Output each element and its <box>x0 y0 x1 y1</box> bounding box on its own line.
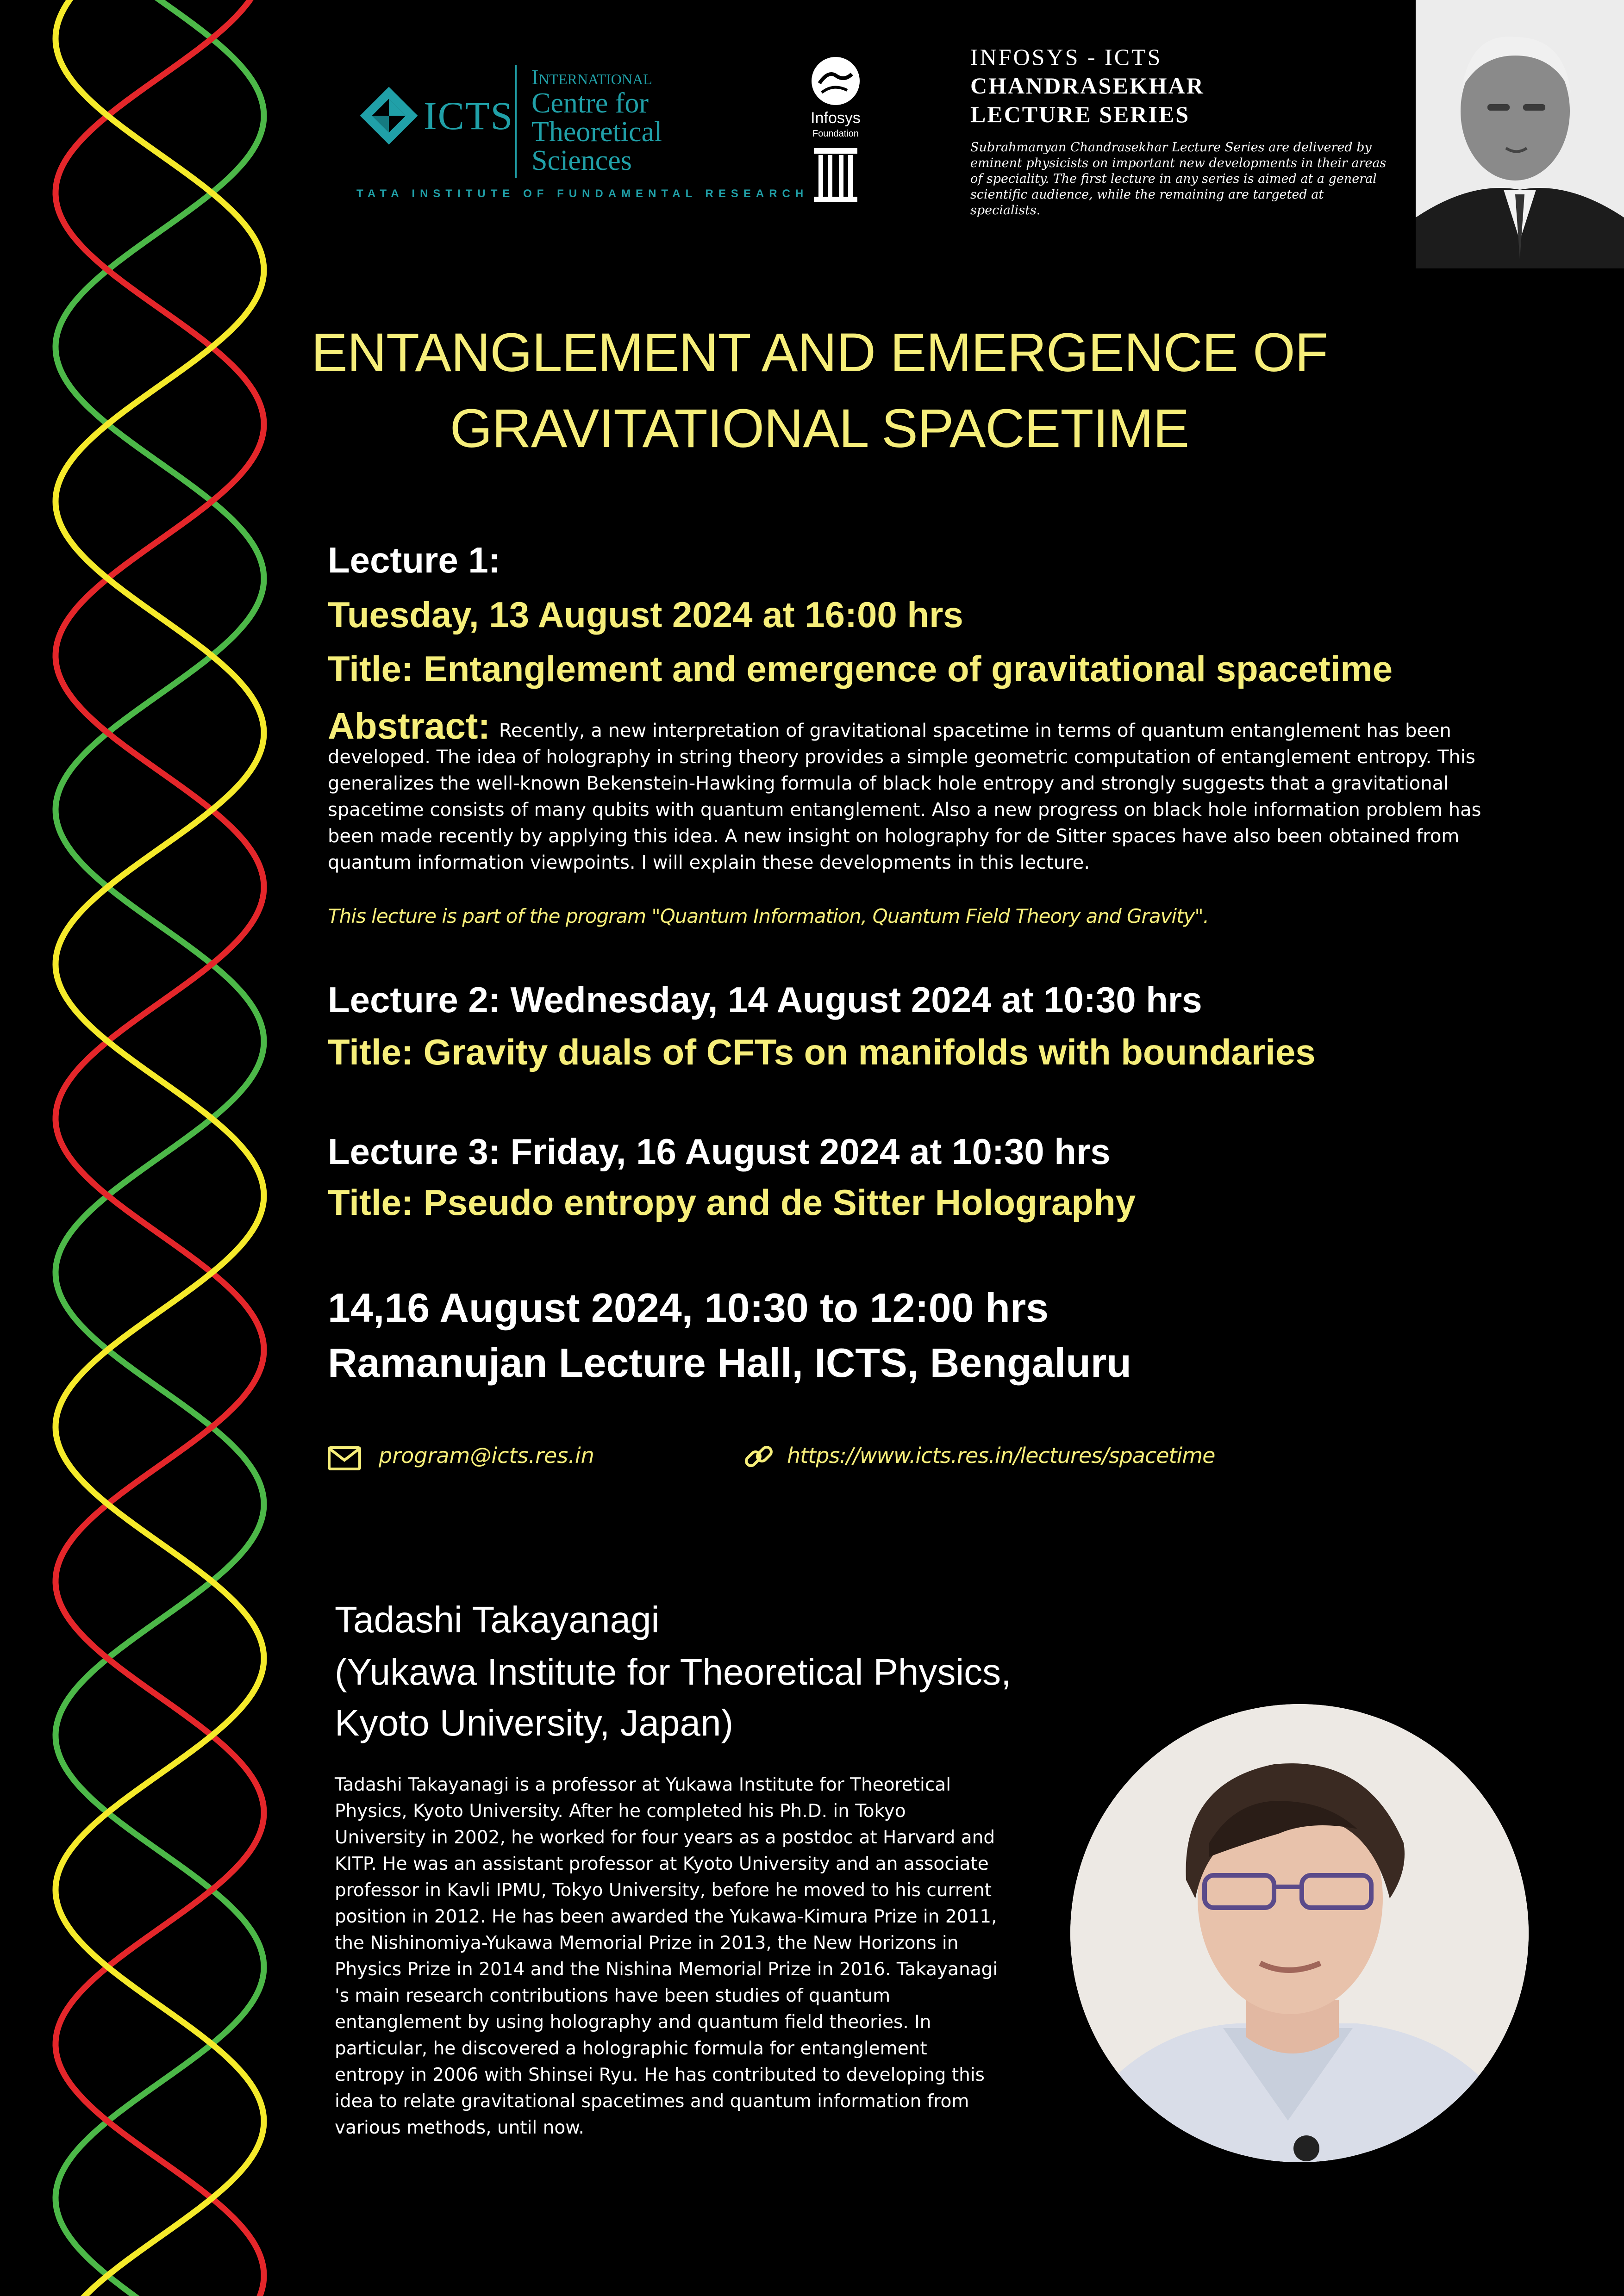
icts-divider <box>515 65 517 178</box>
speaker-bio: Tadashi Takayanagi is a professor at Yukawa Institute for Theoretical Physics, Kyoto University. After he completed his Ph.D. in Tokyo University in 2002, he worked for four years as a postdoc at Harvard and KITP. He was an assistant professor at Kyoto University and an associate professor in Kavli IPMU, Tokyo University, before he moved to his current position in 2012. He has been awarded the Yukawa-Kimura Prize in 2011, the Nishinomiya-Yukawa Memorial Prize in 2013, the New Horizons in Physics Prize in 2014 and the Nishina Memorial Prize in 2016. Takayanagi 's main research contributions have been studies of quantum entanglement by using holography and quantum field theories. In particular, he discovered a holographic formula for entanglement entropy in 2006 with Shinsei Ryu. He has contributed to developing this idea to relate gravitational spacetimes and quantum information from various methods, until now. <box>335 1774 998 2138</box>
poster-title-line1: ENTANGLEMENT AND EMERGENCE OF <box>311 322 1328 383</box>
series-name-line1: CHANDRASEKHAR <box>970 73 1205 99</box>
speaker-name: Tadashi Takayanagi <box>335 1599 660 1640</box>
icts-name-line2: Centre for <box>531 87 649 119</box>
poster-title <box>259 315 1380 467</box>
lecture2-title: Title: Gravity duals of CFTs on manifolds with boundaries <box>328 1032 1316 1072</box>
lecture-url[interactable]: https://www.icts.res.in/lectures/spacetime <box>787 1443 1215 1468</box>
lecture1-title: Title: Entanglement and emergence of gravitational spacetime <box>328 648 1393 689</box>
icts-name-line4: Sciences <box>531 145 632 176</box>
speaker-portrait <box>1070 1704 1529 2162</box>
infosys-wordmark: Infosys <box>811 109 861 127</box>
series-description: Subrahmanyan Chandrasekhar Lecture Series are delivered by eminent physicists on important new developments in their areas of speciality. The first lecture in any series is aimed at a general scientific audience, while the remaining are targeted at specialists. <box>970 140 1387 218</box>
lecture1-abstract <box>328 705 1531 876</box>
series-top-label: INFOSYS - ICTS <box>970 44 1162 70</box>
venue-place: Ramanujan Lecture Hall, ICTS, Bengaluru <box>328 1340 1131 1386</box>
chandrasekhar-portrait <box>1416 0 1624 268</box>
lecture2-label: Lecture 2: Wednesday, 14 August 2024 at 10:30 hrs <box>328 979 1202 1020</box>
helix-strand-yellow <box>56 0 264 2296</box>
poster-title-line2: GRAVITATIONAL SPACETIME <box>450 398 1189 459</box>
lecture3-title: Title: Pseudo entropy and de Sitter Holography <box>328 1182 1136 1223</box>
contact-email[interactable]: program@icts.res.in <box>379 1443 594 1468</box>
link-icon <box>743 1440 775 1473</box>
icts-name-line3: Theoretical <box>531 116 662 148</box>
program-note: This lecture is part of the program "Quantum Information, Quantum Field Theory and Gravity". <box>328 905 1209 927</box>
icts-name-line1: International <box>531 65 652 89</box>
icts-full-name <box>531 66 662 175</box>
lecture3-label: Lecture 3: Friday, 16 August 2024 at 10:30 hrs <box>328 1131 1111 1172</box>
abstract-label: Abstract: <box>328 705 491 747</box>
speaker-affiliation-line1: (Yukawa Institute for Theoretical Physics, <box>335 1651 1012 1692</box>
series-name-line2: LECTURE SERIES <box>970 101 1190 127</box>
infosys-foundation-label: Foundation <box>812 129 859 139</box>
decorative-helix <box>0 0 287 2296</box>
abstract-text: Recently, a new interpretation of gravitational spacetime in terms of quantum entanglement has been developed. The idea of holography in string theory provides a simple geometric computation of entanglement entropy. This generalizes the well-known Bekenstein-Hawking formula of black hole entropy and strongly suggests that a gravitational spacetime consists of many qubits with quantum entanglement. Also a new progress on black hole information problem has been made recently by applying this idea. A new insight on holography for de Sitter spaces have also been obtained from quantum information viewpoints. I will explain these developments in this lecture. <box>328 720 1481 873</box>
speaker-photo <box>1070 1704 1529 2162</box>
lecture1-label: Lecture 1: <box>328 540 500 580</box>
venue-time: 14,16 August 2024, 10:30 to 12:00 hrs <box>328 1285 1049 1331</box>
icts-parent-institute: TATA INSTITUTE OF FUNDAMENTAL RESEARCH <box>356 187 809 200</box>
lecture-series-block <box>970 43 1396 218</box>
envelope-icon <box>328 1446 361 1470</box>
icts-logo-icon <box>359 86 419 146</box>
icts-abbreviation: ICTS <box>424 93 514 138</box>
lecture1-date: Tuesday, 13 August 2024 at 16:00 hrs <box>328 594 963 635</box>
speaker-affiliation-line2: Kyoto University, Japan) <box>335 1702 734 1743</box>
